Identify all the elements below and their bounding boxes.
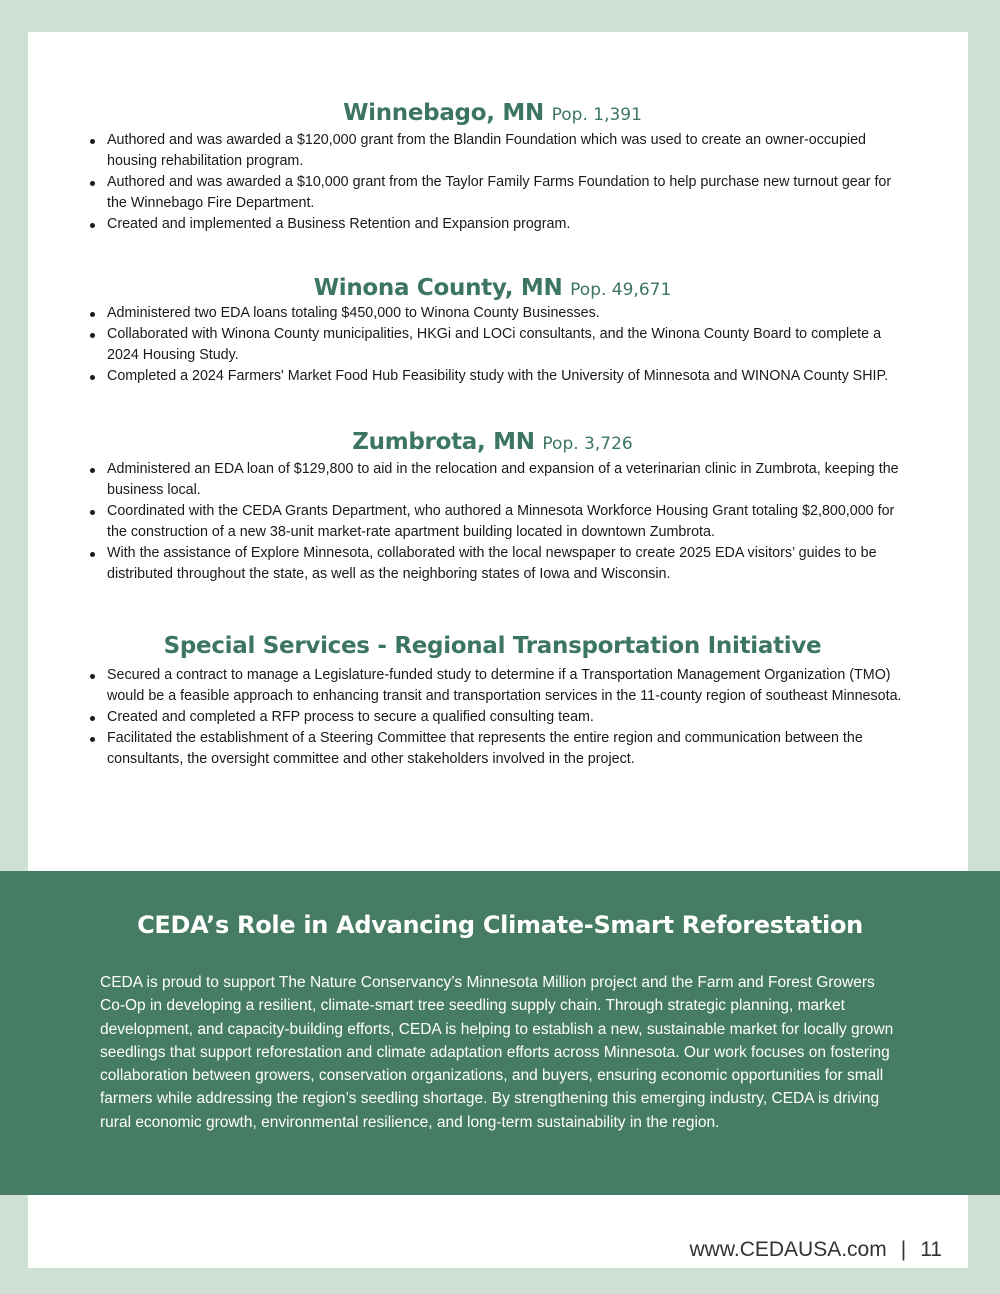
list-item: Authored and was awarded a $10,000 grant from the Taylor Family Farms Foundation to help purchase new turnout gear for the Winnebago Fire Department.: [80, 172, 905, 214]
section-title: Winona County, MN: [313, 275, 563, 301]
section-winona-county: [80, 275, 905, 387]
banner-body: CEDA is proud to support The Nature Conservancy’s Minnesota Million project and the Farm and Forest Growers Co-Op in developing a resilient, climate-smart tree seedling supply chain. Through strategic planning, market development, and capacity-building efforts, CEDA is helping to establish a new, sustainable market for locally grown seedlings that support reforestation and climate adaptation efforts across Minnesota. Our work focuses on fostering collaboration between growers, conservation organizations, and buyers, ensuring economic opportunities for small farmers while addressing the region’s seedling shortage. By strengthening this emerging industry, CEDA is driving rural economic growth, environmental resilience, and long-term sustainability in the region.: [100, 974, 894, 1131]
list-item: Coordinated with the CEDA Grants Department, who authored a Minnesota Workforce Housing Grant totaling $2,800,000 for the construction of a new 38-unit market-rate apartment building located in downtown Zumbrota.: [80, 501, 905, 543]
section-title: Winnebago, MN: [343, 100, 544, 126]
population-label: Pop. 1,391: [551, 105, 642, 125]
footer-separator: |: [900, 1238, 907, 1261]
population-label: Pop. 49,671: [570, 280, 672, 300]
section-special-services: [80, 633, 905, 770]
section-heading: [80, 633, 905, 659]
bullet-list: [80, 665, 905, 770]
section-winnebago: [80, 100, 905, 235]
list-item: Facilitated the establishment of a Steering Committee that represents the entire region and communication between the consultants, the oversight committee and other stakeholders involved in the project.: [80, 728, 905, 770]
website-link[interactable]: www.CEDAUSA.com: [689, 1238, 887, 1261]
bullet-list: [80, 303, 905, 387]
banner-title: CEDA’s Role in Advancing Climate-Smart Reforestation: [137, 911, 863, 939]
list-item: Secured a contract to manage a Legislature-funded study to determine if a Transportation Management Organization (TMO) would be a feasible approach to enhancing transit and transportation services in the 11-county region of southeast Minnesota.: [80, 665, 905, 707]
list-item: Collaborated with Winona County municipalities, HKGi and LOCi consultants, and the Winona County Board to complete a 2024 Housing Study.: [80, 324, 905, 366]
list-item: Created and completed a RFP process to secure a qualified consulting team.: [80, 707, 905, 728]
list-item: Created and implemented a Business Retention and Expansion program.: [80, 214, 905, 235]
list-item: Authored and was awarded a $120,000 grant from the Blandin Foundation which was used to create an owner-occupied housing rehabilitation program.: [80, 130, 905, 172]
list-item: Completed a 2024 Farmers' Market Food Hub Feasibility study with the University of Minnesota and WINONA County SHIP.: [80, 366, 905, 387]
bullet-list: [80, 459, 905, 585]
bullet-list: [80, 130, 905, 235]
list-item: Administered two EDA loans totaling $450,000 to Winona County Businesses.: [80, 303, 905, 324]
section-title: Zumbrota, MN: [352, 429, 535, 455]
section-heading: [80, 275, 905, 301]
section-heading: [80, 429, 905, 455]
section-title: Special Services - Regional Transportation Initiative: [163, 633, 822, 659]
section-zumbrota: [80, 429, 905, 585]
page-footer: [690, 1238, 942, 1262]
reforestation-banner: [0, 871, 1000, 1195]
list-item: With the assistance of Explore Minnesota, collaborated with the local newspaper to create 2025 EDA visitors’ guides to be distributed throughout the state, as well as the neighboring states of Iowa and Wisconsin.: [80, 543, 905, 585]
list-item: Administered an EDA loan of $129,800 to aid in the relocation and expansion of a veterinarian clinic in Zumbrota, keeping the business local.: [80, 459, 905, 501]
section-heading: [80, 100, 905, 126]
page-number: 11: [920, 1238, 942, 1261]
population-label: Pop. 3,726: [542, 434, 633, 454]
